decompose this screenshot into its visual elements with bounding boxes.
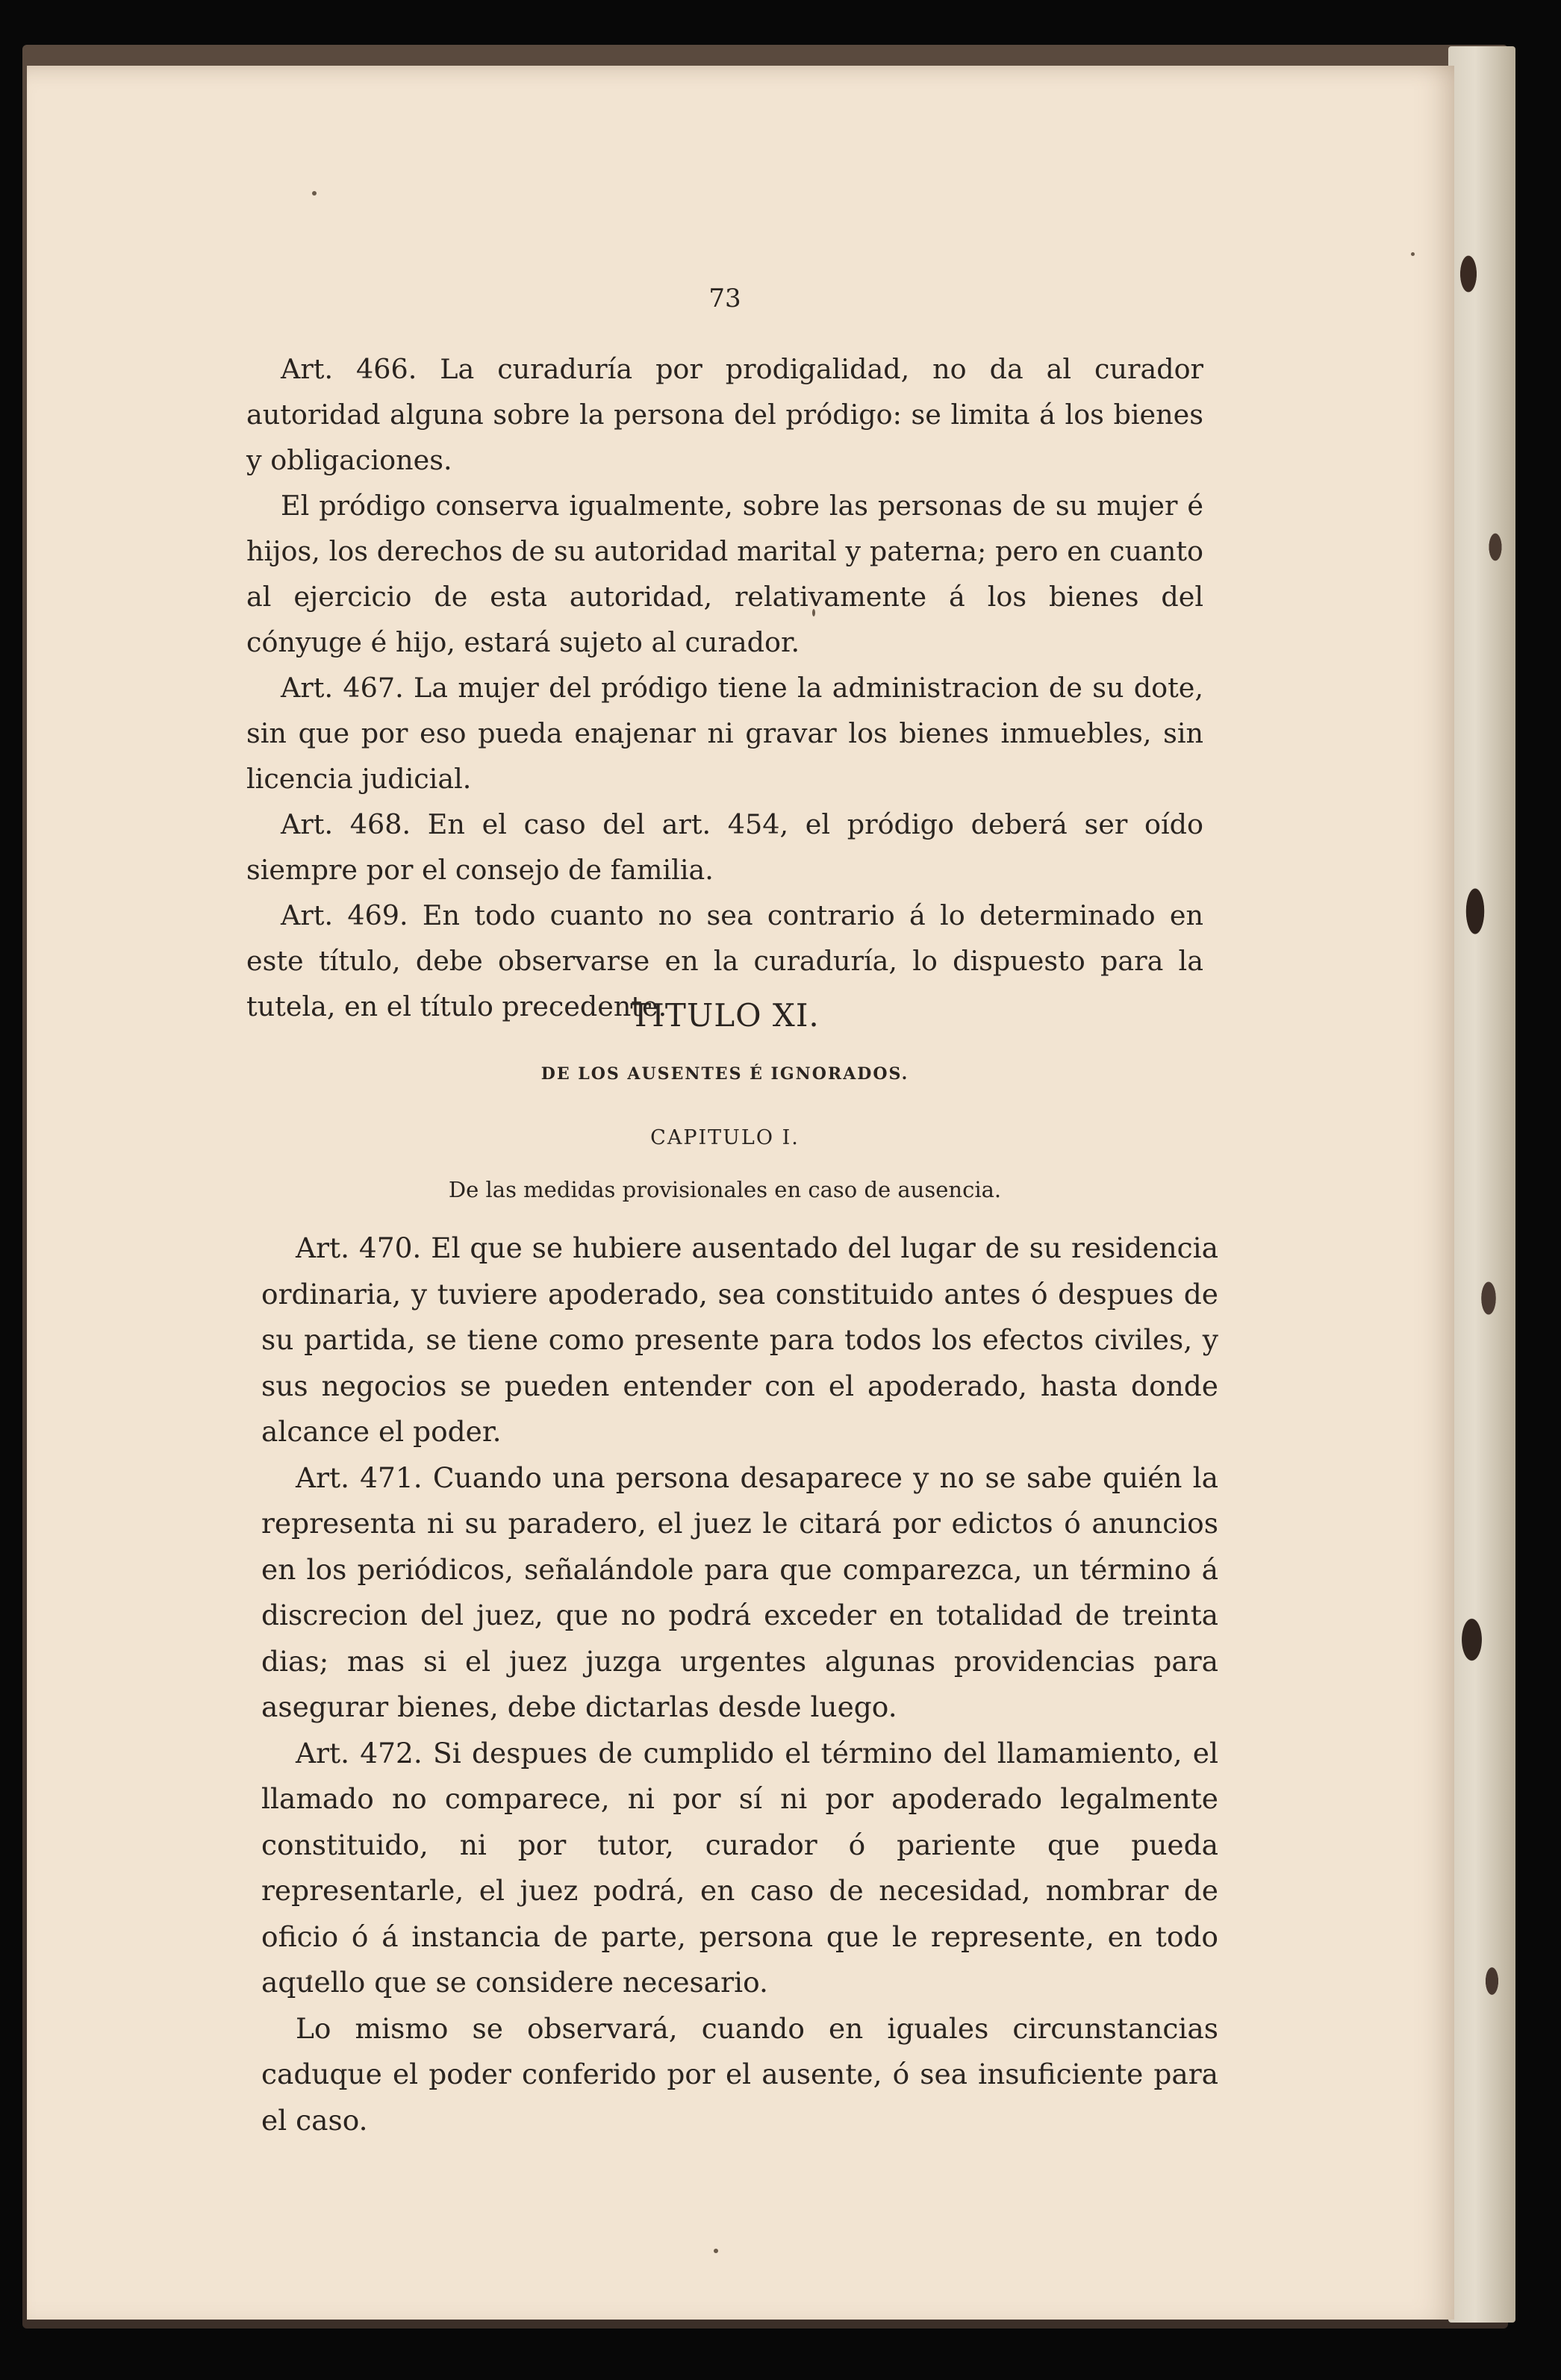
paper-speck bbox=[312, 191, 317, 196]
articles-bottom bbox=[261, 1225, 1218, 2143]
paragraph-art-467: Art. 467. La mujer del pródigo tiene la administracion de su dote, sin que por eso pueda enajenar ni gravar los bienes inmuebles, sin licencia judicial. bbox=[246, 672, 1203, 795]
page-stack-edge bbox=[1448, 46, 1515, 2323]
paragraph-art-470: Art. 470. El que se hubiere ausentado del lugar de su residencia ordinaria, y tuviere apoderado, sea constituido antes ó despues de su partida, se tiene como presente para todos los efectos civiles, y sus negocios se pueden entender con el apoderado, hasta donde alcance el poder. bbox=[261, 1231, 1218, 1448]
section-subtitle: DE LOS AUSENTES É IGNORADOS. bbox=[540, 1064, 909, 1084]
paragraph-art-472: Art. 472. Si despues de cumplido el término del llamamiento, el llamado no comparece, ni por sí ni por apoderado legalmente constituido, ni por tutor, curador ó pariente que pueda representarle, el juez podrá, en caso de necesidad, nombrar de oficio ó á instancia de parte, persona que le represente, en todo aquello que se considere necesario. bbox=[261, 1736, 1218, 1999]
paragraph-art-468: Art. 468. En el caso del art. 454, el pródigo deberá ser oído siempre por el consejo de familia. bbox=[246, 808, 1203, 886]
page-number: 73 bbox=[708, 284, 741, 313]
chapter-subtitle: De las medidas provisionales en caso de ausencia. bbox=[448, 1177, 1002, 1202]
paragraph-art-466: Art. 466. La curaduría por prodigalidad, no da al curador autoridad alguna sobre la persona del pródigo: se limita á los bienes y obligaciones. bbox=[246, 353, 1203, 476]
paragraph-lo-mismo: Lo mismo se observará, cuando en iguales circunstancias caduque el poder conferido por el ausente, ó sea insuficiente para el caso. bbox=[261, 2011, 1218, 2137]
paper-speck bbox=[1411, 252, 1415, 256]
articles-top bbox=[246, 346, 1203, 1029]
section-title: TITULO XI. bbox=[630, 997, 820, 1034]
chapter-heading: CAPITULO I. bbox=[650, 1126, 800, 1149]
paragraph-art-471: Art. 471. Cuando una persona desaparece y no se sabe quién la representa ni su paradero, el juez le citará por edictos ó anuncios en los periódicos, señalándole para que comparezca, un término á discrecion del juez, que no podrá exceder en totalidad de treinta dias; mas si el juez juzga urgentes algunas providencias para asegurar bienes, debe dictarlas desde luego. bbox=[261, 1461, 1218, 1723]
paragraph-art-469: Art. 469. En todo cuanto no sea contrario á lo determinado en este título, debe observarse en la curaduría, lo dispuesto para la tutela, en el título precedente. bbox=[246, 899, 1203, 1022]
paragraph-prodigo: El pródigo conserva igualmente, sobre las personas de su mujer é hijos, los derechos de su autoridad marital y paterna; pero en cuanto al ejercicio de esta autoridad, relativamente á los bienes del cónyuge é hijo, estará sujeto al curador. bbox=[246, 490, 1203, 658]
paper-speck bbox=[714, 2249, 718, 2253]
